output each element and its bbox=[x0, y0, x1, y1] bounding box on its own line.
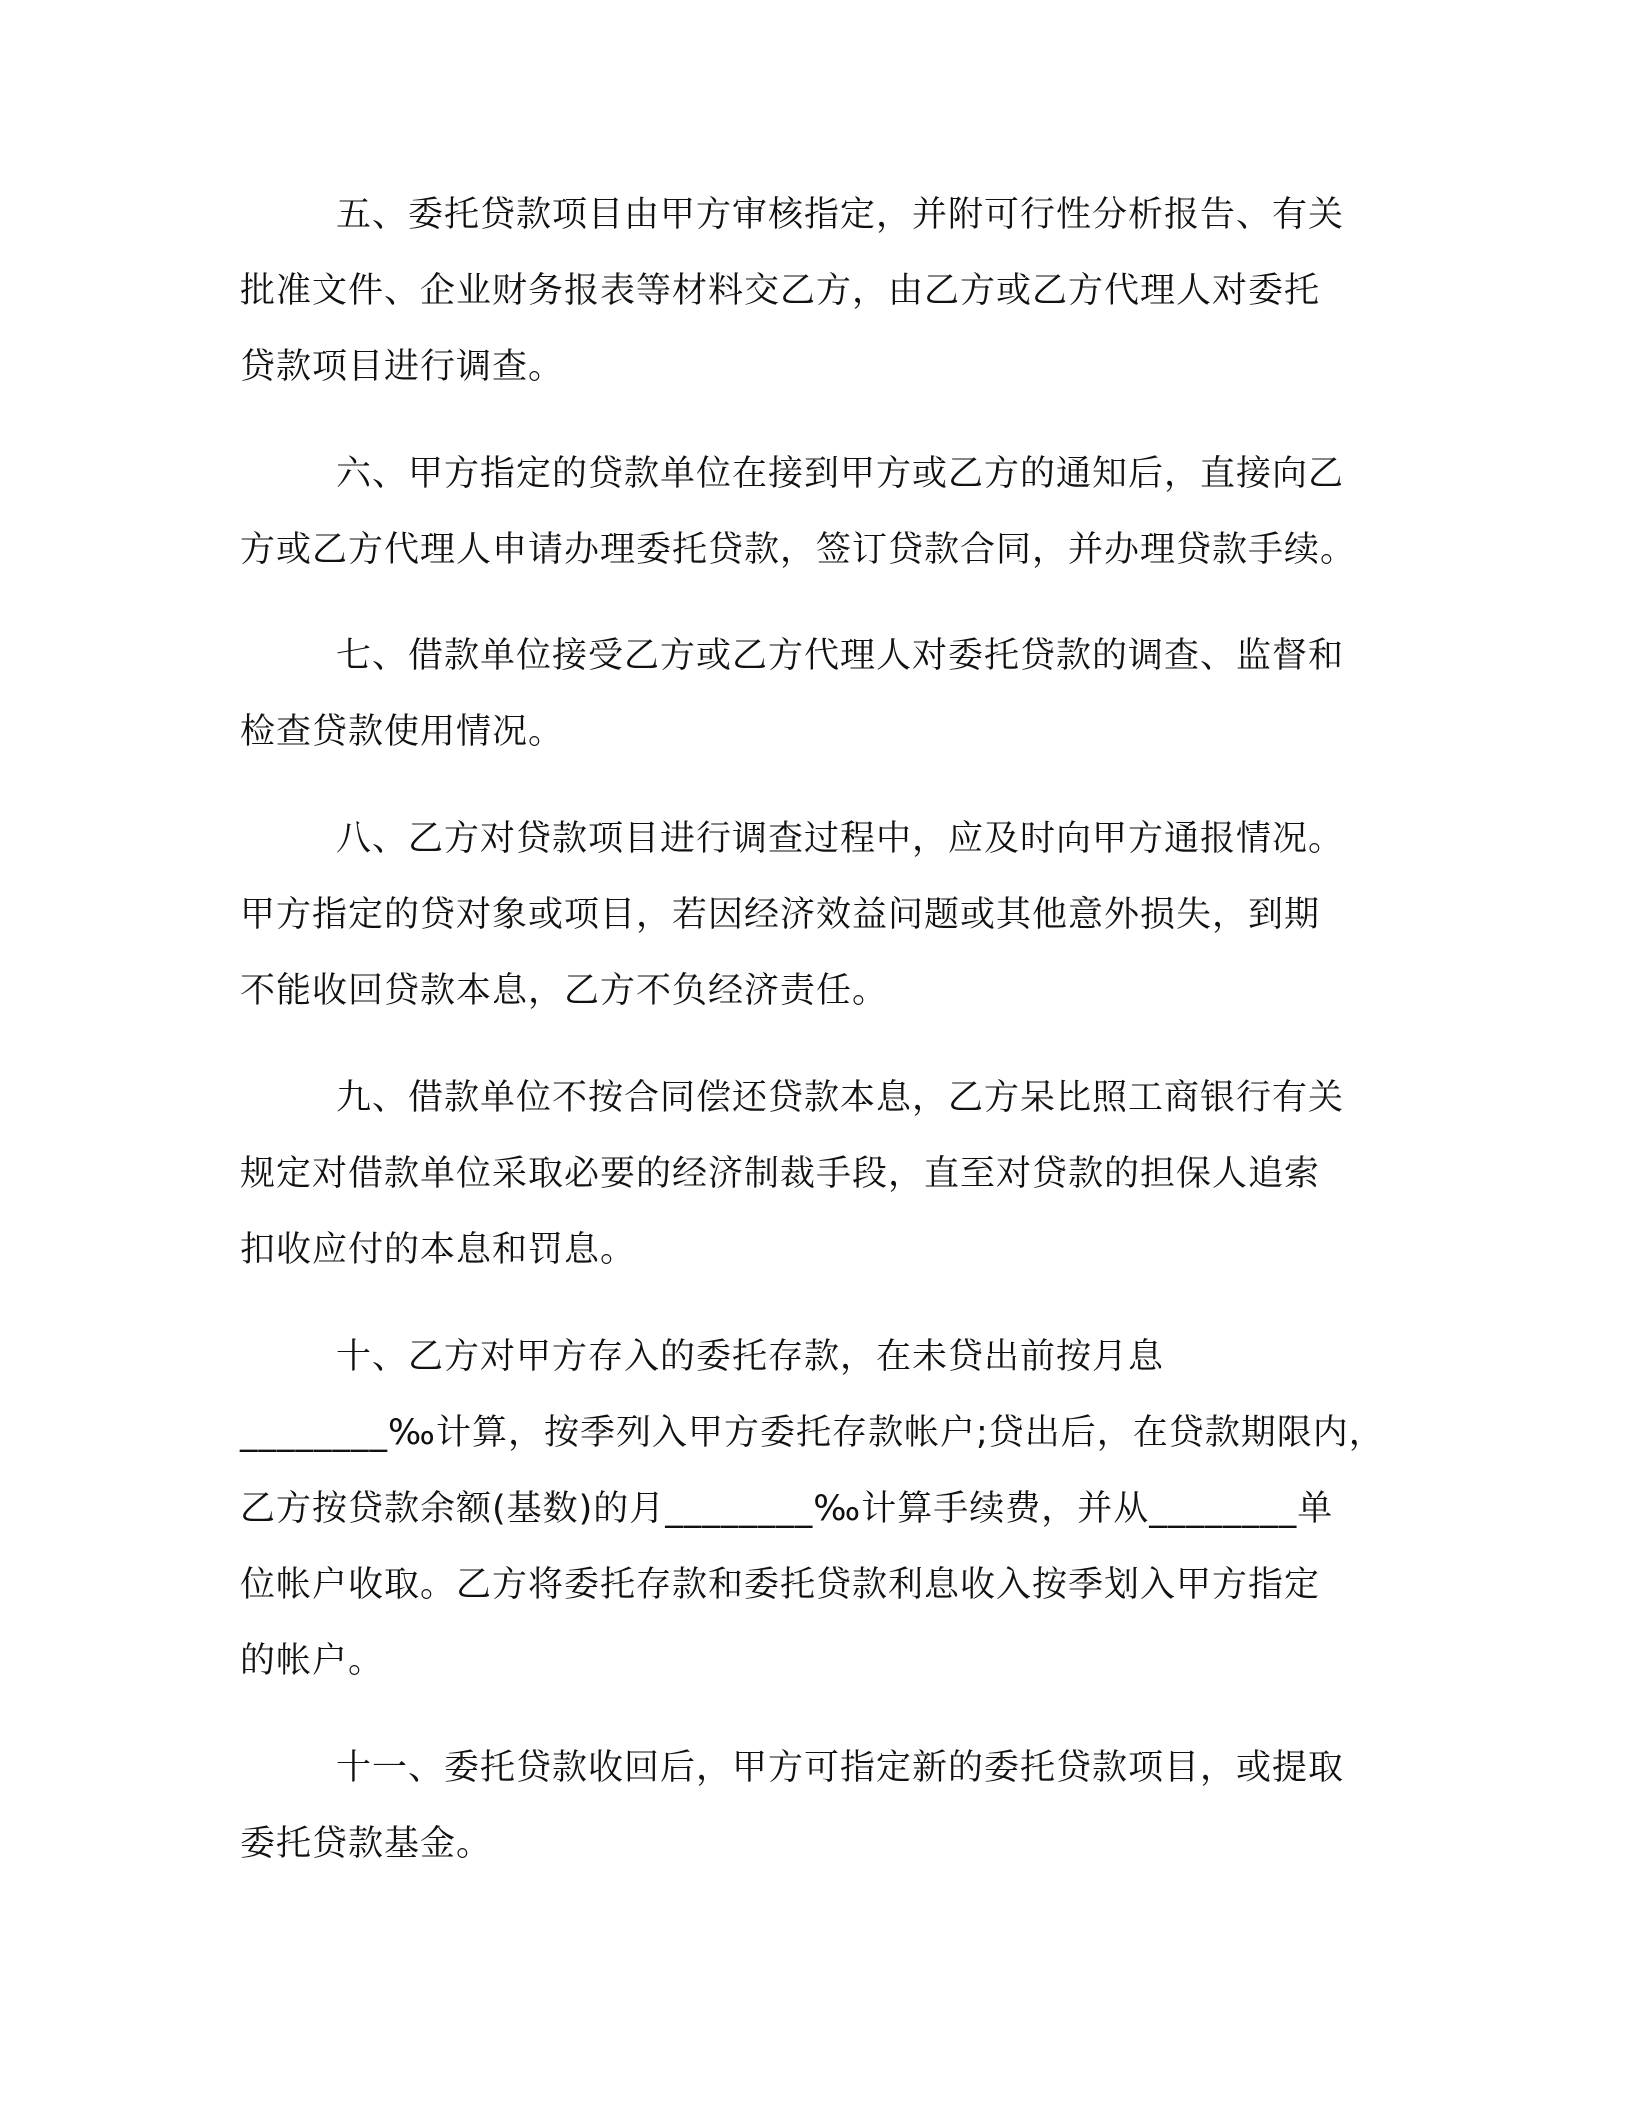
clause-9-line-2: 规定对借款单位采取必要的经济制裁手段，直至对贷款的担保人追索 bbox=[240, 1154, 1321, 1194]
clause-6-line-2: 方或乙方代理人申请办理委托贷款，签订贷款合同，并办理贷款手续。 bbox=[240, 530, 1357, 570]
clause-9-line-1: 九、借款单位不按合同偿还贷款本息，乙方呆比照工商银行有关 bbox=[336, 1078, 1345, 1118]
clause-11-line-1: 十一、委托贷款收回后，甲方可指定新的委托贷款项目，或提取 bbox=[336, 1748, 1345, 1788]
clause-5-line-1: 五、委托贷款项目由甲方审核指定，并附可行性分析报告、有关 bbox=[336, 195, 1345, 235]
clause-10-line-2: ________‰计算，按季列入甲方委托存款帐户;贷出后，在贷款期限内， bbox=[240, 1413, 1385, 1453]
clause-8-line-1: 八、乙方对贷款项目进行调查过程中，应及时向甲方通报情况。 bbox=[336, 819, 1345, 859]
clause-10-line-5: 的帐户。 bbox=[240, 1641, 385, 1681]
clause-10-line-1: 十、乙方对甲方存入的委托存款，在未贷出前按月息 bbox=[336, 1337, 1165, 1377]
clause-11-line-2: 委托贷款基金。 bbox=[240, 1824, 493, 1864]
clause-7-line-1: 七、借款单位接受乙方或乙方代理人对委托贷款的调查、监督和 bbox=[336, 636, 1345, 676]
clause-7-line-2: 检查贷款使用情况。 bbox=[240, 712, 565, 752]
clause-5-line-3: 贷款项目进行调查。 bbox=[240, 347, 565, 387]
clause-8-line-3: 不能收回贷款本息，乙方不负经济责任。 bbox=[240, 971, 889, 1011]
clause-8-line-2: 甲方指定的贷对象或项目，若因经济效益问题或其他意外损失，到期 bbox=[240, 895, 1321, 935]
clause-10-line-3: 乙方按贷款余额(基数)的月________‰计算手续费，并从________单 bbox=[240, 1489, 1334, 1529]
clause-6-line-1: 六、甲方指定的贷款单位在接到甲方或乙方的通知后，直接向乙 bbox=[336, 454, 1345, 494]
clause-5-line-2: 批准文件、企业财务报表等材料交乙方，由乙方或乙方代理人对委托 bbox=[240, 271, 1321, 311]
clause-9-line-3: 扣收应付的本息和罚息。 bbox=[240, 1230, 637, 1270]
clause-10-line-4: 位帐户收取。乙方将委托存款和委托贷款利息收入按季划入甲方指定 bbox=[240, 1565, 1321, 1605]
